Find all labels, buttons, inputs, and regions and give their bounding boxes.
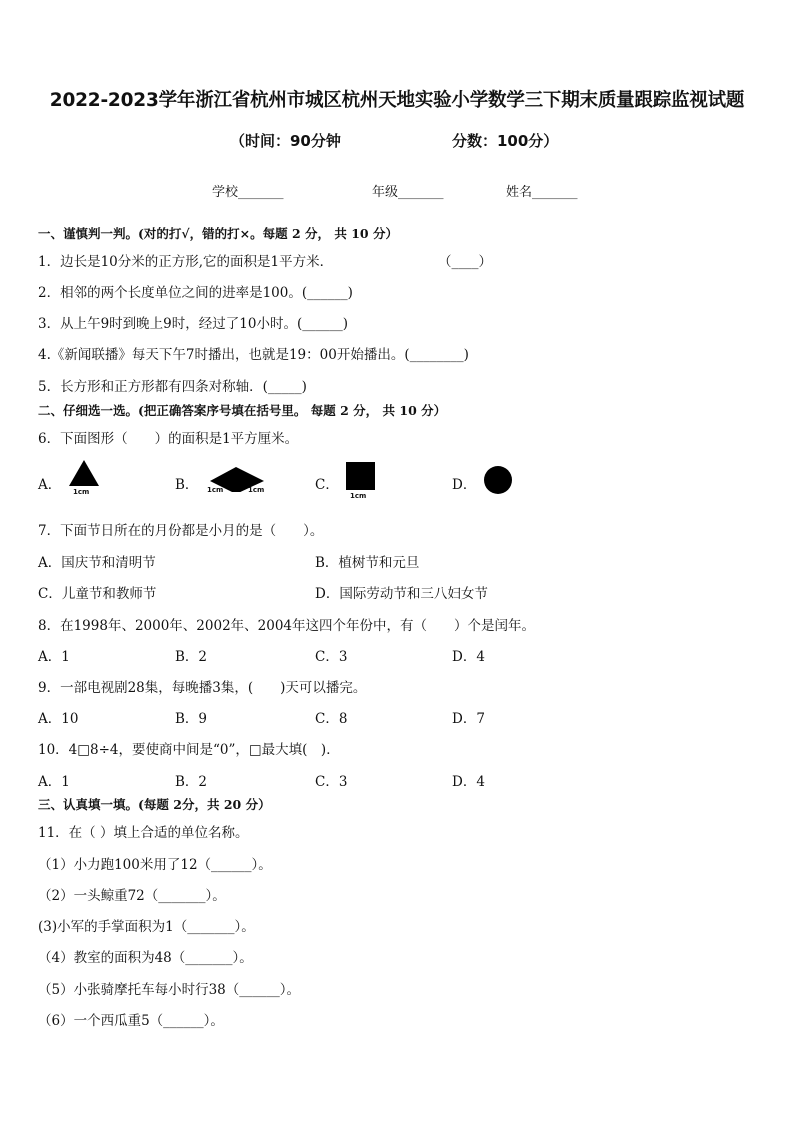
question-2: 2．相邻的两个长度单位之间的进率是100。(______) xyxy=(38,285,353,301)
q11-item-1: （1）小力跑100米用了12（______）。 xyxy=(38,857,272,873)
parallelogram-label-2: 1cm xyxy=(248,486,265,494)
grade-field: 年级_______ xyxy=(372,185,444,200)
question-4: 4.《新闻联播》每天下午7时播出，也就是19：00开始播出。(________) xyxy=(38,347,469,363)
q7-option-a: A．国庆节和清明节 xyxy=(38,555,156,571)
q9-option-c: C．8 xyxy=(315,711,348,727)
q9-option-b: B．9 xyxy=(175,711,208,727)
q10-option-b: B．2 xyxy=(175,774,208,790)
q11-item-3: (3)小军的手掌面积为1（_______）。 xyxy=(38,919,255,935)
q8-option-b: B．2 xyxy=(175,649,208,665)
q6-option-c: C． xyxy=(315,477,339,493)
circle-shape xyxy=(484,466,512,494)
q6-option-d: D． xyxy=(452,477,477,493)
q10-option-a: A．1 xyxy=(38,774,70,790)
question-8: 8．在1998年、2000年、2002年、2004年这四个年份中，有（ ）个是闰年。 xyxy=(38,618,536,634)
exam-score: 分数：100分） xyxy=(452,132,559,150)
parallelogram-label-1: 1cm xyxy=(207,486,224,494)
q6-option-a: A． xyxy=(38,477,62,493)
question-7: 7．下面节日所在的月份都是小月的是（ ）。 xyxy=(38,523,324,539)
square-label: 1cm xyxy=(350,492,367,500)
triangle-label: 1cm xyxy=(73,488,90,496)
q8-option-d: D．4 xyxy=(452,649,485,665)
q6-option-b: B． xyxy=(175,477,199,493)
q8-option-c: C．3 xyxy=(315,649,348,665)
q9-option-d: D．7 xyxy=(452,711,485,727)
q8-option-a: A．1 xyxy=(38,649,70,665)
page-title: 2022-2023学年浙江省杭州市城区杭州天地实验小学数学三下期末质量跟踪监视试题 xyxy=(49,90,745,111)
q11-item-6: （6）一个西瓜重5（______）。 xyxy=(38,1013,224,1029)
section1-heading: 一、谨慎判一判。(对的打√，错的打×。每题 2 分， 共 10 分） xyxy=(38,226,398,241)
q10-option-d: D．4 xyxy=(452,774,485,790)
q11-item-5: （5）小张骑摩托车每小时行38（______）。 xyxy=(38,982,301,998)
exam-time: （时间：90分钟 xyxy=(230,132,341,150)
q11-item-4: （4）教室的面积为48（_______）。 xyxy=(38,950,253,966)
q9-option-a: A．10 xyxy=(38,711,79,727)
q7-option-d: D．国际劳动节和三八妇女节 xyxy=(315,586,488,602)
school-field: 学校_______ xyxy=(212,185,284,200)
q7-option-c: C．儿童节和教师节 xyxy=(38,586,157,602)
question-5: 5．长方形和正方形都有四条对称轴．(_____) xyxy=(38,379,307,395)
question-10: 10．4□8÷4，要使商中间是“0”，□最大填( )． xyxy=(38,742,340,758)
section2-heading: 二、仔细选一选。(把正确答案序号填在括号里。 每题 2 分， 共 10 分） xyxy=(38,403,447,418)
question-11: 11．在（ ）填上合适的单位名称。 xyxy=(38,825,249,841)
section3-heading: 三、认真填一填。(每题 2分，共 20 分） xyxy=(38,797,271,812)
question-1: 1．边长是10分米的正方形,它的面积是1平方米． xyxy=(38,254,334,270)
question-1-blank: （____） xyxy=(438,254,492,270)
square-shape xyxy=(346,462,375,490)
q7-option-b: B．植树节和元旦 xyxy=(315,555,420,571)
q10-option-c: C．3 xyxy=(315,774,348,790)
question-9: 9．一部电视剧28集，每晚播3集，( )天可以播完。 xyxy=(38,680,367,696)
name-field: 姓名_______ xyxy=(506,185,578,200)
q11-item-2: （2）一头鲸重72（_______）。 xyxy=(38,888,226,904)
question-3: 3．从上午9时到晚上9时，经过了10小时。(______) xyxy=(38,316,348,332)
question-6: 6．下面图形（ ）的面积是1平方厘米。 xyxy=(38,431,299,447)
